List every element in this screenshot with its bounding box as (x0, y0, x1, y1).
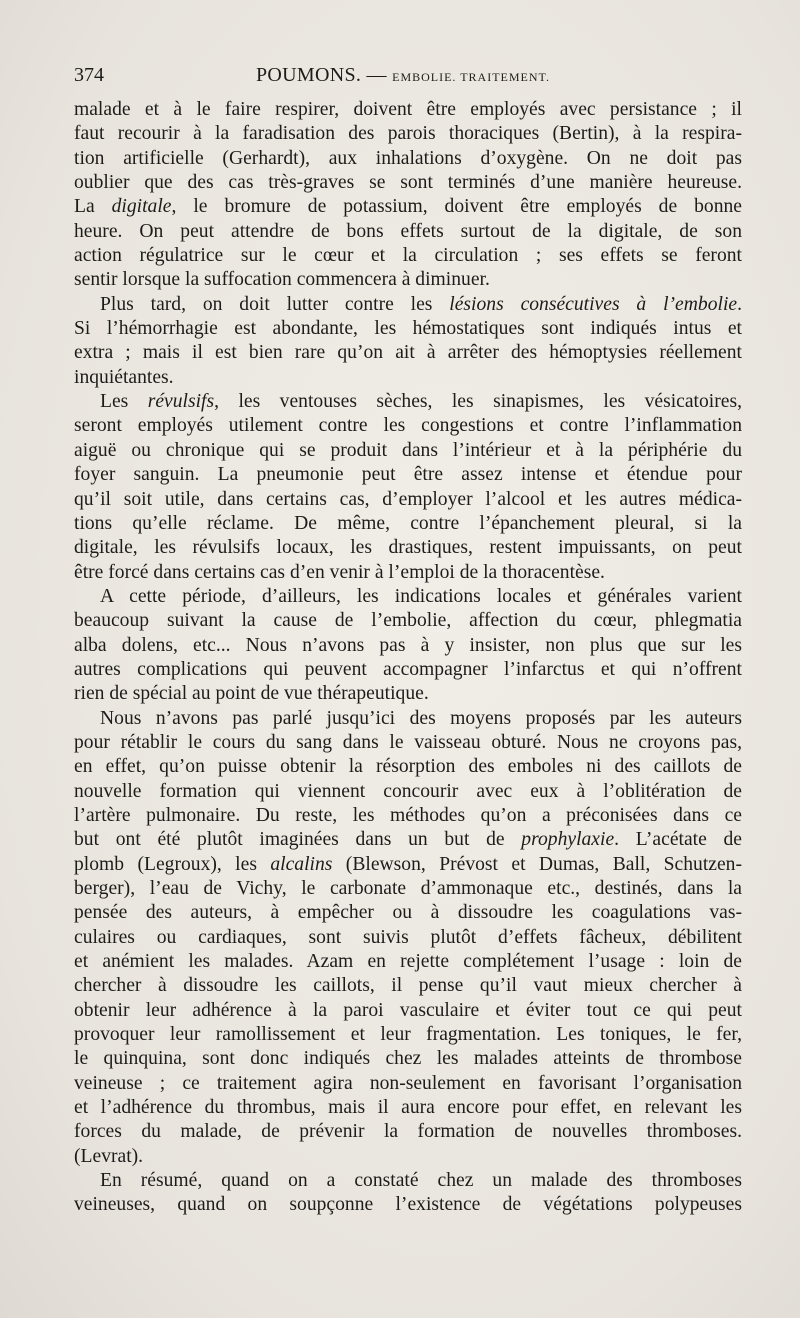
text-run: sentir lorsque la suffocation commencera à diminuer. (74, 269, 490, 291)
text-line (74, 439, 742, 463)
text-line (74, 122, 742, 146)
text-line (74, 147, 742, 171)
text-line (74, 317, 742, 341)
text-run: digitale, les révulsifs locaux, les drastiques, restent impuissants, on peut (74, 537, 742, 559)
text-run: pour rétablir le cours du sang dans le vaisseau obturé. Nous ne croyons pas, (74, 731, 742, 753)
italic-term: prophylaxie (521, 829, 615, 851)
text-run: autres complications qui peuvent accompagner l’infarctus et qui n’offrent (74, 658, 742, 680)
text-line (74, 463, 742, 487)
text-line (74, 755, 742, 779)
text-run: En résumé, quand on a constaté chez un malade des thromboses (100, 1170, 742, 1192)
text-run: Les (100, 391, 148, 413)
text-run: aiguë ou chronique qui se produit dans l’intérieur et à la périphérie du (74, 439, 742, 461)
text-line (74, 98, 742, 122)
text-run: l’artère pulmonaire. Du reste, les méthodes qu’on a préconisées dans ce (74, 804, 742, 826)
text-run: La (74, 196, 112, 218)
text-line (74, 414, 742, 438)
text-run: culaires ou cardiaques, sont suivis plutôt d’effets fâcheux, débilitent (74, 926, 742, 948)
text-run: (Levrat). (74, 1145, 144, 1167)
text-line (74, 1169, 742, 1193)
paragraph (74, 1169, 742, 1218)
paragraph (74, 98, 742, 293)
text-run: veineuse ; ce traitement agira non-seulement en favorisant l’organisation (74, 1072, 742, 1094)
text-run: . (737, 293, 742, 315)
running-title (256, 64, 550, 87)
text-line (74, 731, 742, 755)
text-run: qu’il soit utile, dans certains cas, d’employer l’alcool et les autres médica- (74, 488, 742, 510)
page-number: 374 (74, 64, 104, 86)
text-line (74, 171, 742, 195)
text-run: , les ventouses sèches, les sinapismes, les vésicatoires, (214, 391, 742, 413)
text-run: . L’acétate de (614, 829, 742, 851)
text-line (74, 536, 742, 560)
text-line (74, 804, 742, 828)
text-line (74, 780, 742, 804)
text-run: foyer sanguin. La pneumonie peut être assez intense et étendue pour (74, 464, 742, 486)
text-run: en effet, qu’on puisse obtenir la résorption des emboles ni des caillots de (74, 756, 742, 778)
text-line (74, 341, 742, 365)
text-line (74, 244, 742, 268)
text-run: être forcé dans certains cas d’en venir à l’emploi de la thoracentèse. (74, 561, 605, 583)
text-run: nouvelle formation qui viennent concourir avec eux à l’oblitération de (74, 780, 742, 802)
text-line (74, 561, 742, 585)
text-run: heure. On peut attendre de bons effets surtout de la digitale, de son (74, 220, 742, 242)
text-line (74, 1193, 742, 1217)
text-line (74, 950, 742, 974)
text-line (74, 390, 742, 414)
text-run: chercher à dissoudre les caillots, il pense qu’il vaut mieux chercher à (74, 975, 742, 997)
body-text (74, 98, 742, 1218)
text-line (74, 634, 742, 658)
text-run: malade et à le faire respirer, doivent être employés avec persistance ; il (74, 99, 742, 120)
text-run: A cette période, d’ailleurs, les indications locales et générales varient (100, 585, 742, 607)
text-run: Nous n’avons pas parlé jusqu’ici des moyens proposés par les auteurs (100, 707, 742, 729)
text-run: berger), l’eau de Vichy, le carbonate d’ammonaque etc., destinés, dans la (74, 878, 742, 899)
text-run: , le bromure de potassium, doivent être employés de bonne (171, 196, 742, 218)
text-run: extra ; mais il est bien rare qu’on ait à arrêter des hémoptysies réellement (74, 342, 742, 364)
text-line (74, 366, 742, 390)
text-run: faut recourir à la faradisation des parois thoraciques (Bertin), à la respira- (74, 123, 742, 145)
italic-term: révulsifs (147, 391, 215, 413)
text-line (74, 1072, 742, 1096)
text-line (74, 195, 742, 219)
paragraph (74, 390, 742, 585)
text-run: le quinquina, sont donc indiqués chez les malades atteints de thrombose (74, 1048, 742, 1070)
text-run: (Blewson, Prévost et Dumas, Ball, Schutzen- (332, 853, 742, 875)
paragraph (74, 293, 742, 390)
text-run: oublier que des cas très-graves se sont terminés d’une manière heureuse. (74, 172, 742, 194)
text-run: Plus tard, on doit lutter contre les (100, 293, 450, 315)
italic-term: digitale (111, 196, 172, 218)
text-line (74, 585, 742, 609)
text-run: obtenir leur adhérence à la paroi vasculaire et éviter tout ce qui peut (74, 999, 742, 1021)
text-run: action régulatrice sur le cœur et la circulation ; ses effets se feront (74, 245, 742, 267)
text-run: forces du malade, de prévenir la formation de nouvelles thromboses. (74, 1121, 742, 1143)
text-line (74, 512, 742, 536)
text-run: plomb (Legroux), les (74, 853, 271, 875)
text-line (74, 901, 742, 925)
text-run: provoquer leur ramollissement et leur fragmentation. Les toniques, le fer, (74, 1024, 742, 1046)
text-line (74, 682, 742, 706)
text-line (74, 1096, 742, 1120)
text-line (74, 1120, 742, 1144)
paragraph (74, 585, 742, 707)
text-run: but ont été plutôt imaginées dans un but de (74, 829, 522, 851)
running-title-separator: — (361, 64, 393, 86)
text-run: tions qu’elle réclame. De même, contre l’épanchement pleural, si la (74, 512, 742, 534)
text-line (74, 1145, 742, 1169)
paragraph (74, 707, 742, 1170)
running-header (74, 64, 744, 94)
text-run: alba dolens, etc... Nous n’avons pas à y insister, non plus que sur les (74, 634, 742, 656)
text-line (74, 877, 742, 901)
italic-term: lésions consécutives à l’embolie (449, 293, 738, 315)
text-run: Si l’hémorrhagie est abondante, les hémostatiques sont indiqués intus et (74, 318, 742, 340)
text-line (74, 974, 742, 998)
text-run: tion artificielle (Gerhardt), aux inhalations d’oxygène. On ne doit pas (74, 147, 742, 169)
text-run: pensée des auteurs, à empêcher ou à dissoudre les coagulations vas- (74, 902, 742, 924)
text-line (74, 488, 742, 512)
text-run: et l’adhérence du thrombus, mais il aura encore pour effet, en relevant les (74, 1097, 742, 1119)
text-line (74, 999, 742, 1023)
italic-term: alcalins (270, 853, 333, 875)
running-title-sub: EMBOLIE. TRAITEMENT. (392, 70, 550, 84)
text-line (74, 268, 742, 292)
text-line (74, 707, 742, 731)
text-line (74, 828, 742, 852)
text-run: seront employés utilement contre les congestions et contre l’inflammation (74, 415, 742, 437)
text-line (74, 658, 742, 682)
text-line (74, 609, 742, 633)
text-line (74, 293, 742, 317)
text-run: beaucoup suivant la cause de l’embolie, affection du cœur, phlegmatia (74, 610, 742, 632)
running-title-main: POUMONS. (256, 64, 362, 86)
text-run: inquiétantes. (74, 366, 174, 388)
text-line (74, 1023, 742, 1047)
text-line (74, 926, 742, 950)
text-line (74, 1047, 742, 1071)
text-run: et anémient les malades. Azam en rejette complétement l’usage : loin de (74, 951, 742, 973)
text-line (74, 220, 742, 244)
text-line (74, 853, 742, 877)
text-run: rien de spécial au point de vue thérapeutique. (74, 683, 429, 705)
text-run: veineuses, quand on soupçonne l’existence de végétations polypeuses (74, 1194, 742, 1216)
